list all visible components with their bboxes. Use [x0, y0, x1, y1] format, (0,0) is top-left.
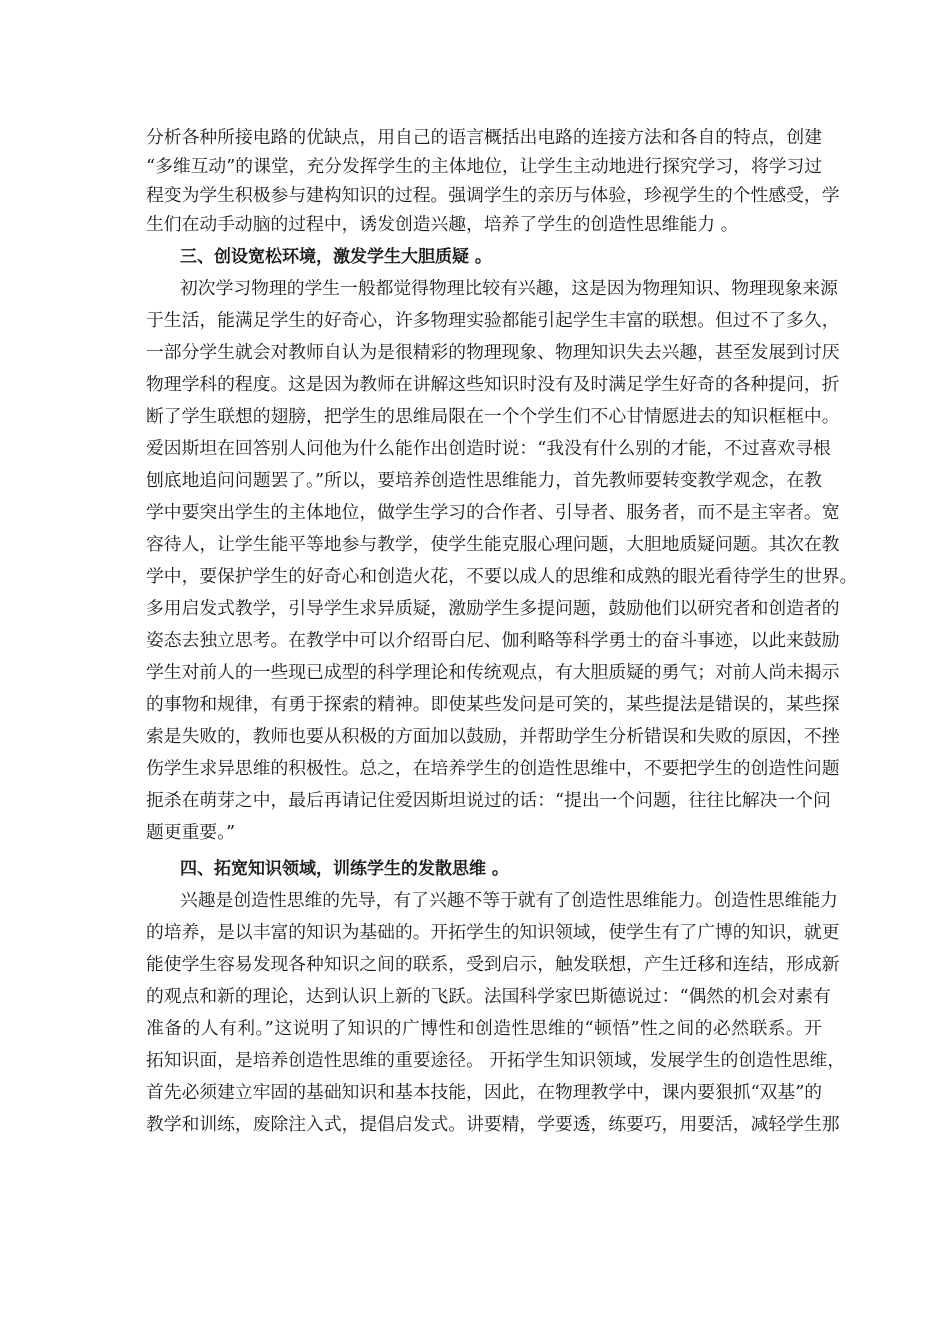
- body-line: 多用启发式教学，引导学生求异质疑，激励学生多提问题，鼓励他们以研究者和创造者的: [146, 598, 840, 619]
- body-line: 初次学习物理的学生一般都觉得物理比较有兴趣，这是因为物理知识、物理现象来源: [180, 278, 838, 299]
- body-line: 首先必须建立牢固的基础知识和基本技能，因此，在物理教学中，课内要狠抓“双基”的: [146, 1082, 823, 1103]
- body-line: 于生活，能满足学生的好奇心，许多物理实验都能引起学生丰富的联想。但过不了多久，: [146, 310, 840, 331]
- body-line: 的事物和规律，有勇于探索的精神。即使某些发问是可笑的，某些提法是错误的，某些探: [146, 694, 840, 715]
- body-line: 学生对前人的一些现已成型的科学理论和传统观点，有大胆质疑的勇气；对前人尚未揭示: [146, 662, 840, 683]
- section-heading-3: 三、创设宽松环境，激发学生大胆质疑 。: [180, 247, 492, 267]
- body-line: 生们在动手动脑的过程中，诱发创造兴趣，培养了学生的创造性思维能力 。: [146, 214, 739, 235]
- body-line: 一部分学生就会对教师自认为是很精彩的物理现象、物理知识失去兴趣，甚至发展到讨厌: [146, 342, 840, 363]
- body-line: “多维互动”的课堂，充分发挥学生的主体地位，让学生主动地进行探究学习，将学习过: [146, 156, 823, 177]
- body-line: 刨底地追问问题罢了。”所以，要培养创造性思维能力，首先教师要转变教学观念，在教: [146, 470, 822, 491]
- body-line: 容待人，让学生能平等地参与教学，使学生能克服心理问题，大胆地质疑问题。其次在教: [146, 534, 840, 555]
- body-line: 扼杀在萌芽之中，最后再请记住爱因斯坦说过的话：“提出一个问题，往往比解决一个问: [146, 790, 831, 811]
- body-line: 爱因斯坦在回答别人问他为什么能作出创造时说：“我没有什么别的才能，不过喜欢寻根: [146, 438, 831, 459]
- body-line: 的观点和新的理论，达到认识上新的飞跃。法国科学家巴斯德说过：“偶然的机会对素有: [146, 986, 831, 1007]
- body-line: 索是失败的，教师也要从积极的方面加以鼓励，并帮助学生分析错误和失败的原因，不挫: [146, 726, 840, 747]
- section-heading-4: 四、拓宽知识领域，训练学生的发散思维 。: [180, 859, 509, 879]
- body-line: 能使学生容易发现各种知识之间的联系，受到启示，触发联想，产生迁移和连结，形成新: [146, 954, 840, 975]
- body-line: 分析各种所接电路的优缺点，用自己的语言概括出电路的连接方法和各自的特点，创建: [146, 127, 822, 148]
- body-line: 断了学生联想的翅膀，把学生的思维局限在一个个学生们不心甘情愿进去的知识框框中。: [146, 406, 840, 427]
- body-line: 物理学科的程度。这是因为教师在讲解这些知识时没有及时满足学生好奇的各种提问，折: [146, 374, 840, 395]
- body-line: 兴趣是创造性思维的先导，有了兴趣不等于就有了创造性思维能力。创造性思维能力: [180, 890, 838, 911]
- body-line: 题更重要。”: [146, 822, 236, 843]
- body-line: 学中，要保护学生的好奇心和创造火花，不要以成人的思维和成熟的眼光看待学生的世界。: [146, 566, 858, 587]
- body-line: 伤学生求异思维的积极性。总之，在培养学生的创造性思维中，不要把学生的创造性问题: [146, 758, 840, 779]
- body-line: 拓知识面，是培养创造性思维的重要途径。 开拓学生知识领域，发展学生的创造性思维，: [146, 1050, 846, 1071]
- body-line: 的培养，是以丰富的知识为基础的。开拓学生的知识领域，使学生有了广博的知识，就更: [146, 922, 840, 943]
- body-line: 准备的人有利。”这说明了知识的广博性和创造性思维的“顿悟”性之间的必然联系。开: [146, 1018, 822, 1039]
- body-line: 教学和训练，废除注入式，提倡启发式。讲要精，学要透，练要巧，用要活，减轻学生那: [146, 1114, 840, 1135]
- body-line: 程变为学生积极参与建构知识的过程。强调学生的亲历与体验，珍视学生的个性感受，学: [146, 185, 840, 206]
- body-line: 姿态去独立思考。在教学中可以介绍哥白尼、伽利略等科学勇士的奋斗事迹，以此来鼓励: [146, 630, 840, 651]
- body-line: 学中要突出学生的主体地位，做学生学习的合作者、引导者、服务者，而不是主宰者。宽: [146, 502, 840, 523]
